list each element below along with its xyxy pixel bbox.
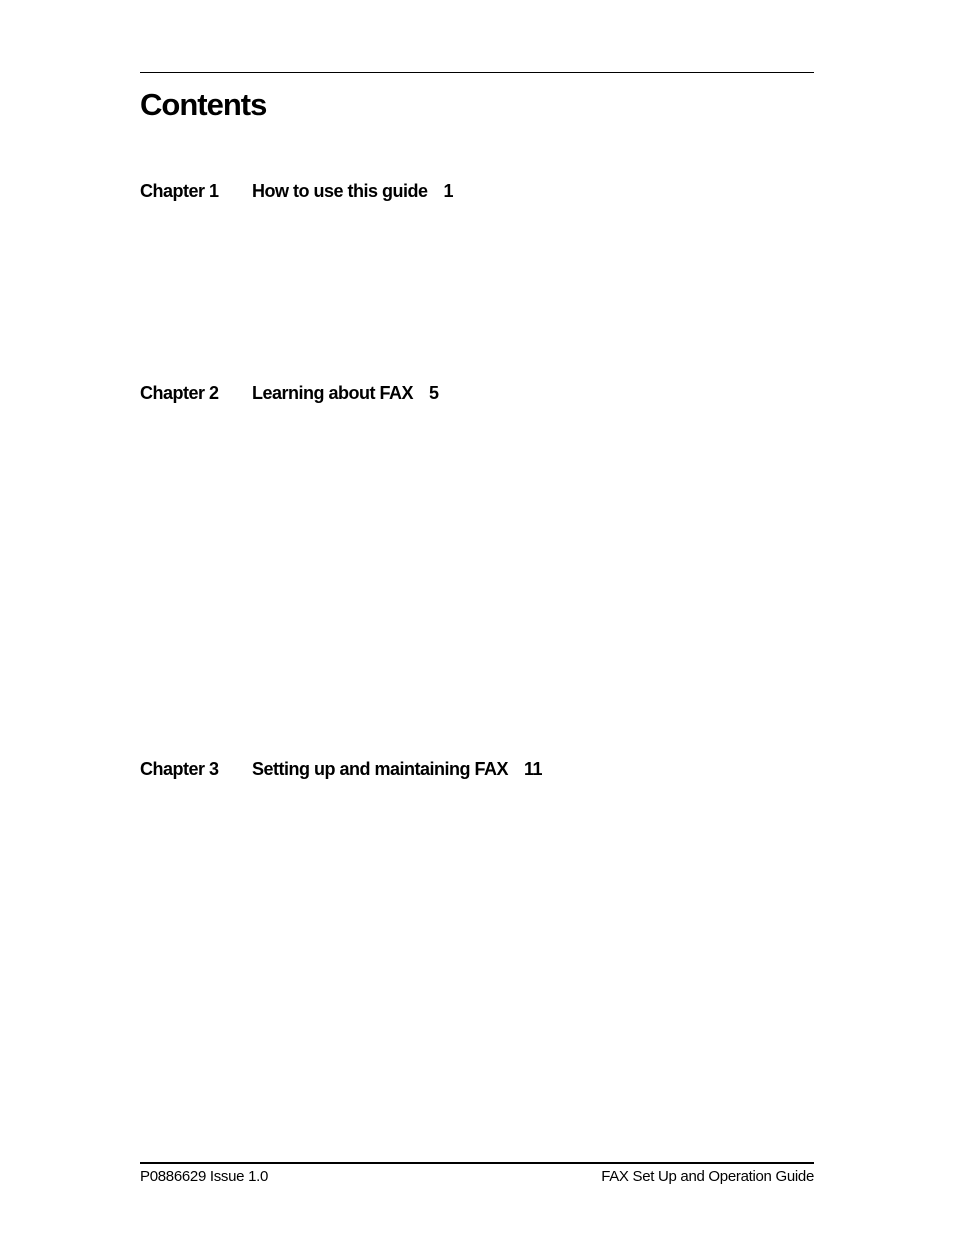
toc-page-number: 5 xyxy=(429,383,439,403)
toc-page-number: 11 xyxy=(524,759,543,779)
top-rule xyxy=(140,72,814,73)
toc-chapter-title-wrap xyxy=(252,757,542,781)
toc-chapter-label: Chapter 3 xyxy=(140,759,219,779)
footer-rule xyxy=(140,1162,814,1164)
toc-chapter-title: How to use this guide xyxy=(252,181,428,201)
toc-chapter-title: Setting up and maintaining FAX xyxy=(252,759,509,779)
toc-chapter-title: Learning about FAX xyxy=(252,383,414,403)
toc-chapter-title-wrap xyxy=(252,179,453,203)
toc-chapter-label: Chapter 2 xyxy=(140,383,219,403)
toc-chapter-title-wrap xyxy=(252,381,439,405)
footer-document-title: FAX Set Up and Operation Guide xyxy=(601,1168,814,1185)
footer-document-id: P0886629 Issue 1.0 xyxy=(140,1168,269,1185)
toc-page-number: 1 xyxy=(443,181,454,201)
toc-chapter-label: Chapter 1 xyxy=(140,181,219,201)
page-title: Contents xyxy=(140,87,267,122)
